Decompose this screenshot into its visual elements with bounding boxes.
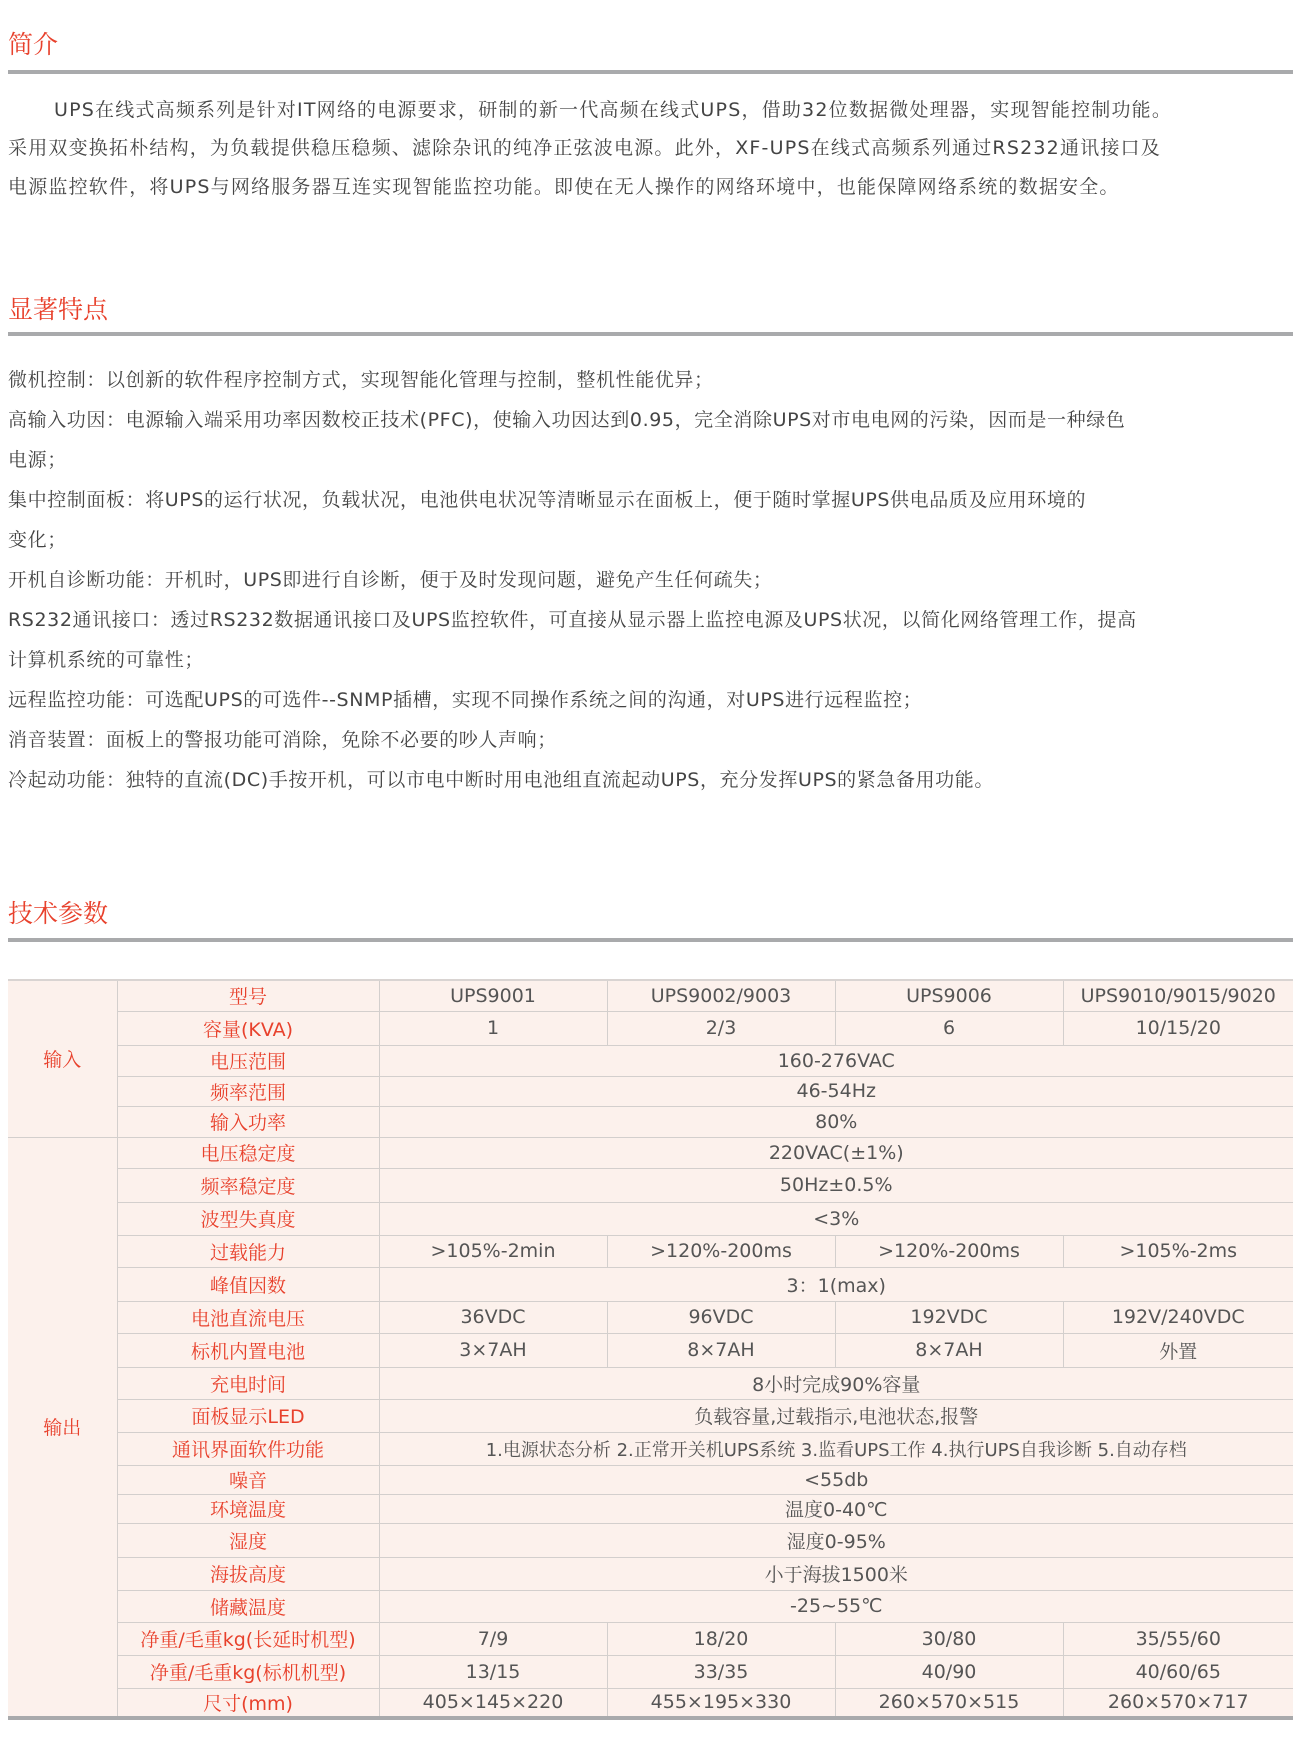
cell: -25~55℃ xyxy=(379,1590,1293,1622)
feature-line: 集中控制面板：将UPS的运行状况，负载状况，电池供电状况等清晰显示在面板上，便于随时掌握UPS供电品质及应用环境的 xyxy=(8,489,1087,511)
table-row-charge-time xyxy=(8,1367,1293,1399)
cell: <3% xyxy=(379,1202,1293,1235)
cell: 80% xyxy=(379,1106,1293,1137)
features-divider xyxy=(8,332,1293,336)
row-label: 储藏温度 xyxy=(117,1590,379,1622)
row-label: 净重/毛重kg(长延时机型) xyxy=(117,1622,379,1655)
row-label: 通讯界面软件功能 xyxy=(117,1432,379,1465)
row-label: 尺寸(mm) xyxy=(117,1688,379,1718)
table-row-software xyxy=(8,1432,1293,1465)
group-output-text: 输出 xyxy=(43,1417,82,1439)
cell: 96VDC xyxy=(607,1301,835,1333)
table-row-storage-temp xyxy=(8,1590,1293,1622)
row-label: 湿度 xyxy=(117,1523,379,1557)
table-row-thd xyxy=(8,1202,1293,1235)
cell: 6 xyxy=(835,1011,1063,1045)
cell: 3：1(max) xyxy=(379,1267,1293,1301)
feature-line: 消音装置：面板上的警报功能可消除，免除不必要的吵人声响； xyxy=(8,729,557,751)
cell: 10/15/20 xyxy=(1063,1011,1293,1045)
row-label: 充电时间 xyxy=(117,1367,379,1399)
row-label: 面板显示LED xyxy=(117,1399,379,1432)
cell: 7/9 xyxy=(379,1622,607,1655)
row-label: 标机内置电池 xyxy=(117,1333,379,1367)
feature-line: 计算机系统的可靠性； xyxy=(8,649,205,671)
group-label-output xyxy=(8,1137,117,1718)
table-row-humidity xyxy=(8,1523,1293,1557)
cell: 8×7AH xyxy=(607,1333,835,1367)
table-row-capacity xyxy=(8,1011,1293,1045)
cell: <55db xyxy=(379,1465,1293,1494)
cell: 40/90 xyxy=(835,1655,1063,1688)
cell: 50Hz±0.5% xyxy=(379,1168,1293,1202)
cell: 405×145×220 xyxy=(379,1688,607,1718)
cell: 小于海拔1500米 xyxy=(379,1557,1293,1590)
cell: 35/55/60 xyxy=(1063,1622,1293,1655)
row-label: 电压范围 xyxy=(117,1045,379,1076)
row-label: 频率稳定度 xyxy=(117,1168,379,1202)
row-label: 过载能力 xyxy=(117,1235,379,1267)
cell: >105%-2min xyxy=(379,1235,607,1267)
cell: 2/3 xyxy=(607,1011,835,1045)
specs-heading: 技术参数 xyxy=(8,899,109,928)
intro-heading: 简介 xyxy=(8,30,59,59)
feature-line: 开机自诊断功能：开机时，UPS即进行自诊断，便于及时发现问题，避免产生任何疏失； xyxy=(8,569,773,591)
table-row-crest xyxy=(8,1267,1293,1301)
intro-line-1: UPS在线式高频系列是针对IT网络的电源要求，研制的新一代高频在线式UPS，借助32位数据微处理器，实现智能控制功能。 xyxy=(54,99,1173,121)
cell: >105%-2ms xyxy=(1063,1235,1293,1267)
feature-line: 电源； xyxy=(8,449,67,471)
cell: 温度0-40℃ xyxy=(379,1494,1293,1523)
cell: 8×7AH xyxy=(835,1333,1063,1367)
cell: 18/20 xyxy=(607,1622,835,1655)
cell: 8小时完成90%容量 xyxy=(379,1367,1293,1399)
cell: UPS9002/9003 xyxy=(607,980,835,1011)
intro-line-2: 采用双变换拓朴结构，为负载提供稳压稳频、滤除杂讯的纯净正弦波电源。此外，XF-UPS在线式高频系列通过RS232通讯接口及 xyxy=(8,137,1161,159)
cell: 30/80 xyxy=(835,1622,1063,1655)
cell: 1.电源状态分析 2.正常开关机UPS系统 3.监看UPS工作 4.执行UPS自我诊断 5.自动存档 xyxy=(379,1432,1293,1465)
spec-table xyxy=(8,979,1293,1720)
cell: 33/35 xyxy=(607,1655,835,1688)
cell: 46-54Hz xyxy=(379,1076,1293,1106)
table-row-freq-range xyxy=(8,1076,1293,1106)
row-label: 电压稳定度 xyxy=(117,1137,379,1168)
cell: 负载容量,过载指示,电池状态,报警 xyxy=(379,1399,1293,1432)
cell: 3×7AH xyxy=(379,1333,607,1367)
intro-line-3: 电源监控软件，将UPS与网络服务器互连实现智能监控功能。即使在无人操作的网络环境中，也能保障网络系统的数据安全。 xyxy=(8,176,1120,198)
cell: 192V/240VDC xyxy=(1063,1301,1293,1333)
table-row-weight-std xyxy=(8,1655,1293,1688)
table-row-noise xyxy=(8,1465,1293,1494)
features-heading: 显著特点 xyxy=(8,295,109,324)
intro-divider xyxy=(8,70,1293,74)
table-row-altitude xyxy=(8,1557,1293,1590)
feature-line: 变化； xyxy=(8,529,67,551)
cell: 湿度0-95% xyxy=(379,1523,1293,1557)
cell: 36VDC xyxy=(379,1301,607,1333)
cell: 外置 xyxy=(1063,1333,1293,1367)
cell: 1 xyxy=(379,1011,607,1045)
row-label: 波型失真度 xyxy=(117,1202,379,1235)
table-row-env-temp xyxy=(8,1494,1293,1523)
cell: 220VAC(±1%) xyxy=(379,1137,1293,1168)
group-label-input xyxy=(8,980,117,1137)
cell: 260×570×717 xyxy=(1063,1688,1293,1718)
row-label: 环境温度 xyxy=(117,1494,379,1523)
row-label: 输入功率 xyxy=(117,1106,379,1137)
table-row-weight-long xyxy=(8,1622,1293,1655)
cell: >120%-200ms xyxy=(607,1235,835,1267)
specs-divider xyxy=(8,938,1293,942)
feature-line: RS232通讯接口：透过RS232数据通讯接口及UPS监控软件，可直接从显示器上监控电源及UPS状况，以简化网络管理工作，提高 xyxy=(8,609,1137,631)
cell: 160-276VAC xyxy=(379,1045,1293,1076)
table-row-panel-led xyxy=(8,1399,1293,1432)
table-row-freq-stability xyxy=(8,1168,1293,1202)
row-label: 容量(KVA) xyxy=(117,1011,379,1045)
row-label: 峰值因数 xyxy=(117,1267,379,1301)
feature-line: 冷起动功能：独特的直流(DC)手按开机，可以市电中断时用电池组直流起动UPS，充分发挥UPS的紧急备用功能。 xyxy=(8,769,994,791)
table-row-voltage-stability xyxy=(8,1137,1293,1168)
cell: 192VDC xyxy=(835,1301,1063,1333)
cell: 13/15 xyxy=(379,1655,607,1688)
features-list xyxy=(8,360,1293,800)
table-row-size xyxy=(8,1688,1293,1718)
cell: >120%-200ms xyxy=(835,1235,1063,1267)
cell: 40/60/65 xyxy=(1063,1655,1293,1688)
table-row-battery-builtin xyxy=(8,1333,1293,1367)
table-row-input-pf xyxy=(8,1106,1293,1137)
feature-line: 高输入功因：电源输入端采用功率因数校正技术(PFC)，使输入功因达到0.95，完全消除UPS对市电电网的污染，因而是一种绿色 xyxy=(8,409,1126,431)
row-label: 型号 xyxy=(117,980,379,1011)
cell: 260×570×515 xyxy=(835,1688,1063,1718)
table-row-battery-voltage xyxy=(8,1301,1293,1333)
group-input-text: 输入 xyxy=(43,1049,82,1072)
feature-line: 微机控制：以创新的软件程序控制方式，实现智能化管理与控制，整机性能优异； xyxy=(8,369,714,391)
table-row-voltage-range xyxy=(8,1045,1293,1076)
cell: UPS9001 xyxy=(379,980,607,1011)
row-label: 电池直流电压 xyxy=(117,1301,379,1333)
row-label: 频率范围 xyxy=(117,1076,379,1106)
cell: UPS9006 xyxy=(835,980,1063,1011)
row-label: 海拔高度 xyxy=(117,1557,379,1590)
cell: UPS9010/9015/9020 xyxy=(1063,980,1293,1011)
table-row-model xyxy=(8,980,1293,1011)
row-label: 噪音 xyxy=(117,1465,379,1494)
table-row-overload xyxy=(8,1235,1293,1267)
cell: 455×195×330 xyxy=(607,1688,835,1718)
row-label: 净重/毛重kg(标机机型) xyxy=(117,1655,379,1688)
feature-line: 远程监控功能：可选配UPS的可选件--SNMP插槽，实现不同操作系统之间的沟通，对UPS进行远程监控； xyxy=(8,689,923,711)
